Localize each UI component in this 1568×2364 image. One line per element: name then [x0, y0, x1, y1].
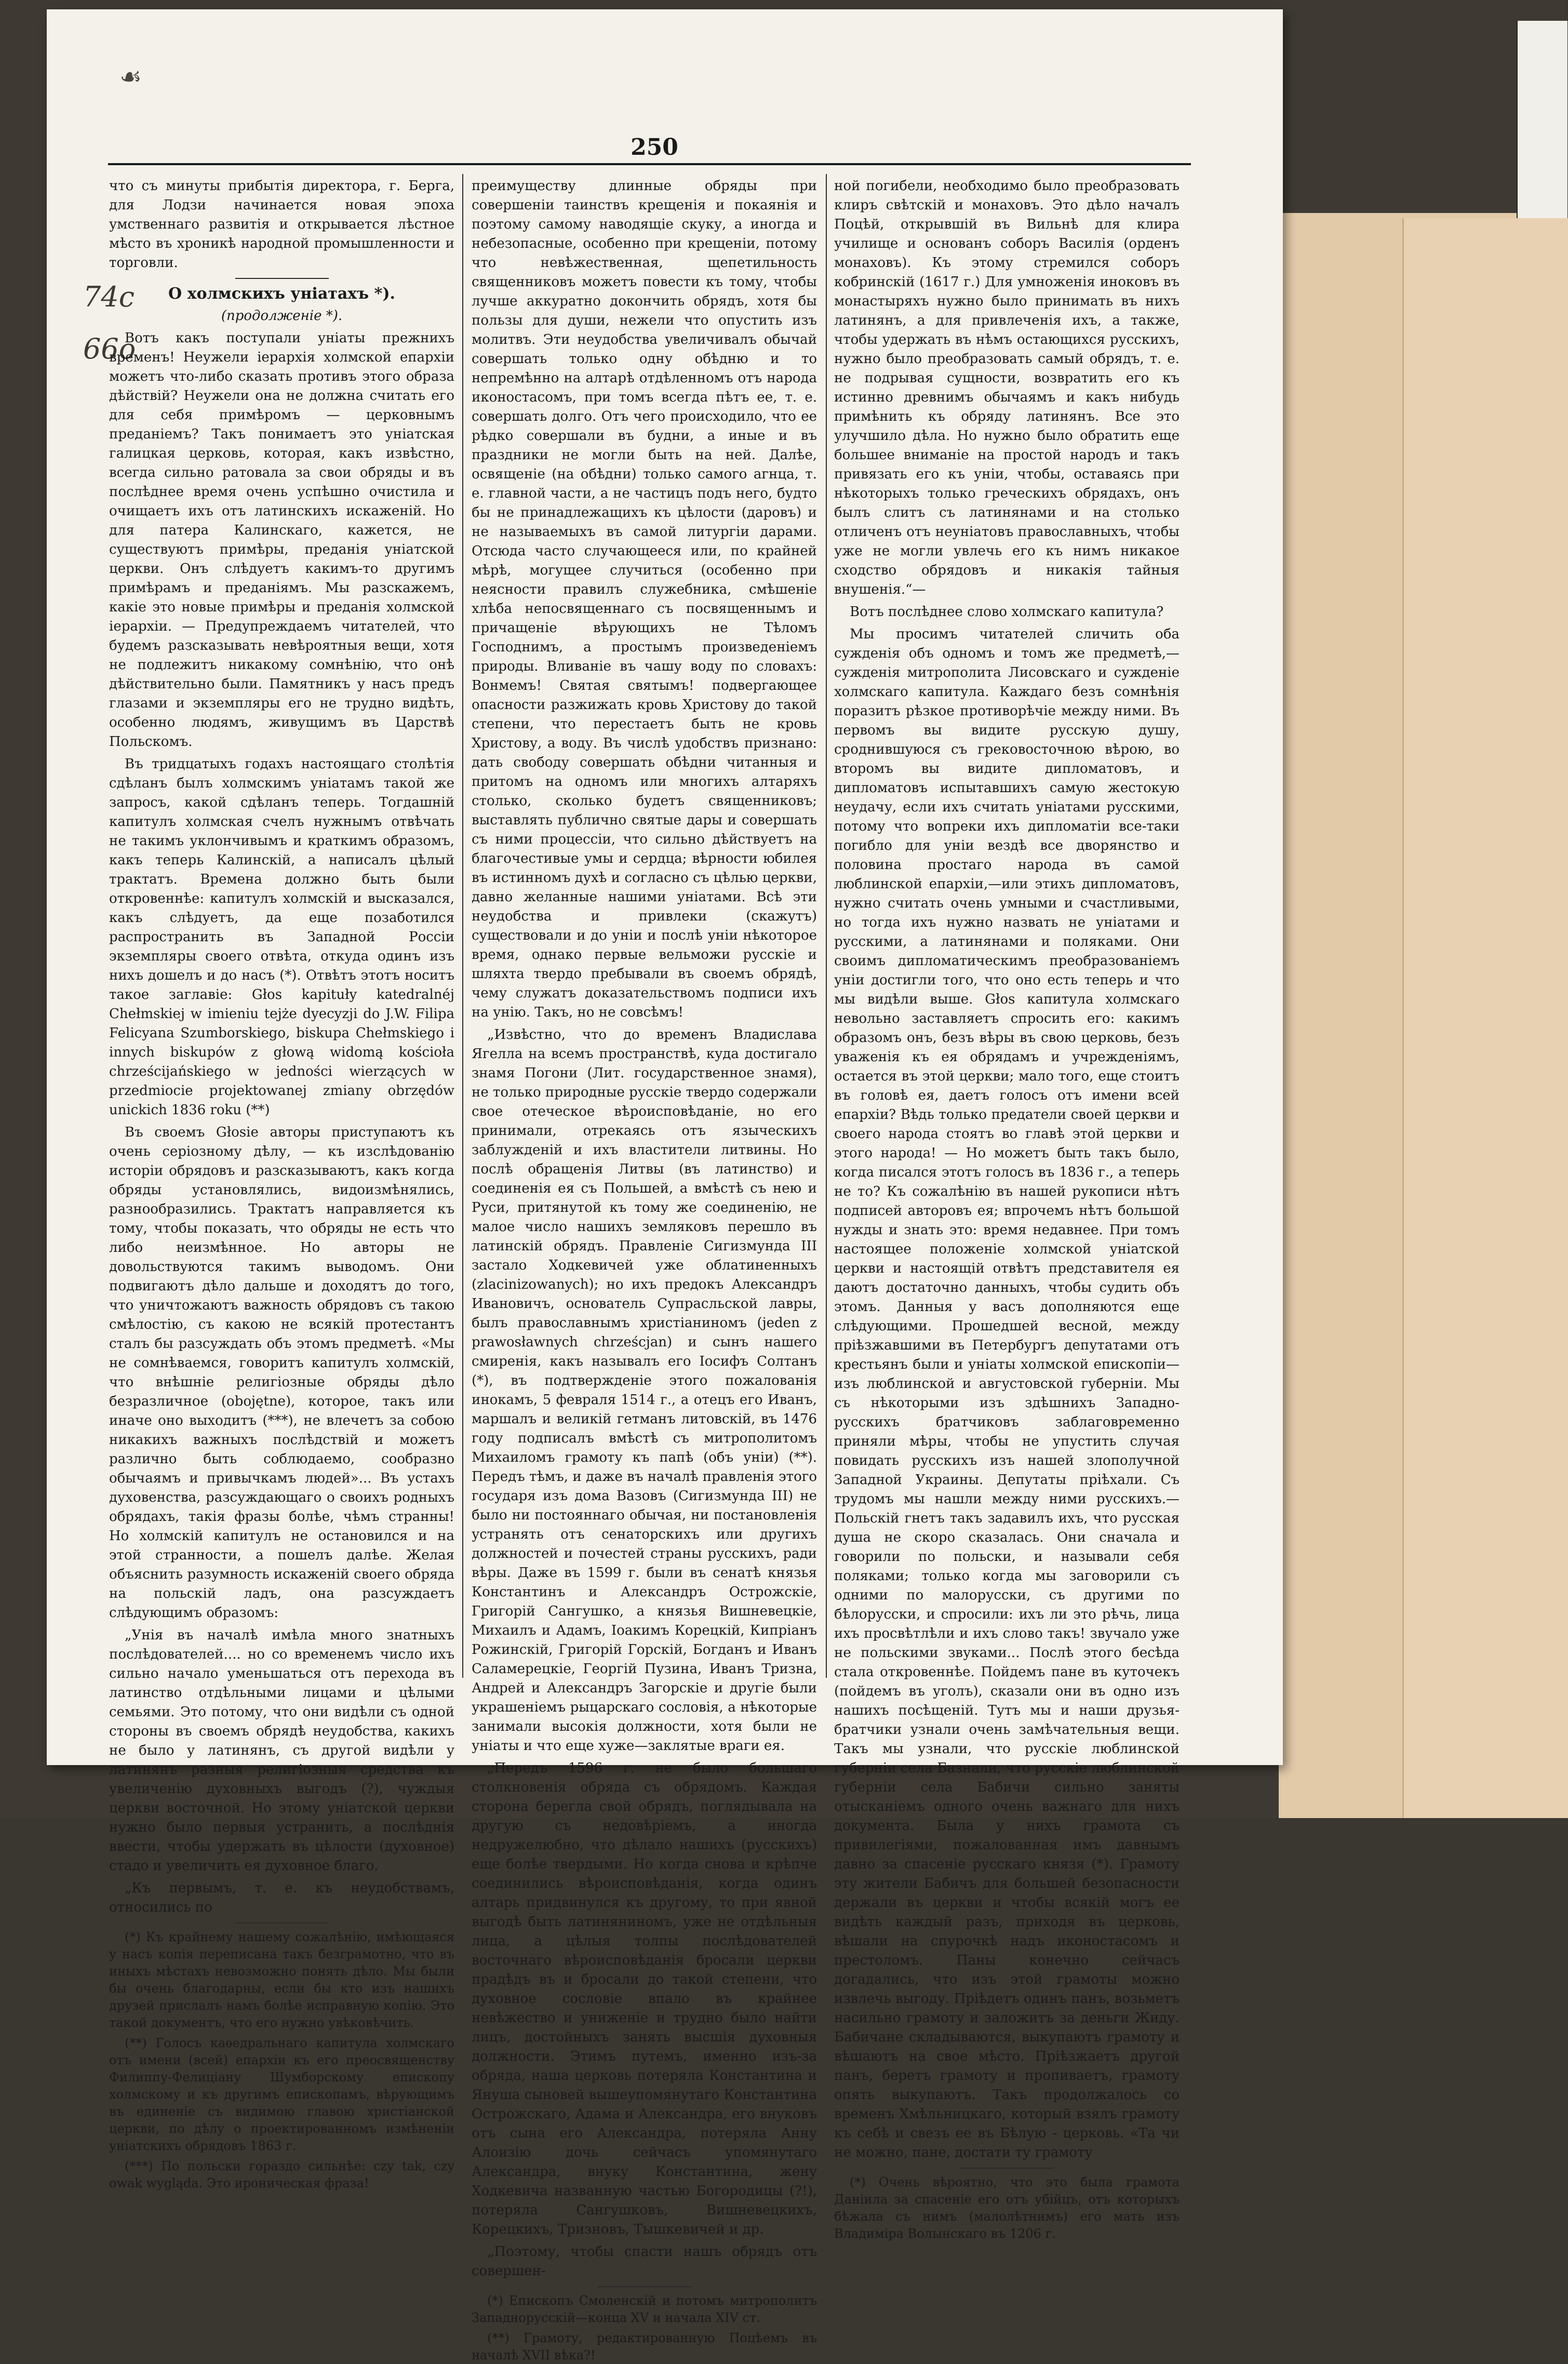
- text-column-2: [472, 177, 817, 2362]
- header-rule: [108, 163, 1191, 165]
- column-divider: [826, 174, 827, 1678]
- text-column-3: [834, 177, 1180, 2241]
- page-number: 250: [631, 134, 678, 161]
- handwritten-note: 66o: [83, 332, 136, 365]
- article-title: О холмскихъ уніатахъ *).: [168, 285, 395, 303]
- paragraph: „Передъ 1596 г. не было большаго столкновенія обряда съ обрядомъ. Каждая сторона берегла свой обрядъ, поглядывала на другую съ недовѣріемъ, а иногда недружелюбно, что дѣлало нашихъ (русскихъ) еще болѣе твердыми. Но когда снова и крѣпче соединились вѣроисповѣданія, когда одинъ алтарь придвинулся къ другому, то при явной выгодѣ быть латиняниномъ, уже не отдѣльныя лица, а цѣлыя толпы послѣдователей восточнаго вѣроисповѣданія бросали церкви прадѣдъ въ и бросали до такой степени, что духовное сословіе впало въ крайнее невѣжество и униженіе и трудно было найти лицъ, достойныхъ занять высшія духовныя должности. Этимъ путемъ, именно изъ-за обряда, наша церковь потеряла Константина и Януша сыновей вышеупомянутаго Константина Острожскаго, Адама и Александра, его внуковъ отъ сына его Александра, потеряла Анну Алоизію дочь сейчасъ упомянутаго Александра, внуку Константина, жену Ходкевича названную частью Богородицы (?!), потеряла Сангушковъ, Вишневецкихъ, Корецкихъ, Тризновъ, Тышкевичей и др.: [472, 1760, 817, 2237]
- separator: [235, 278, 329, 279]
- footnote: (***) По польски гораздо сильнѣе: czy tak, czy owak wygląda. Это ироническая фраза!: [109, 2159, 454, 2191]
- text-column-1: [109, 177, 454, 2191]
- paragraph: преимуществу длинные обряды при совершеніи таинствъ крещенія и покаянія и поэтому самому наводящіе скуку, а иногда и небезопасные, особенно при крещеніи, потому что невѣжественная, щепетильность священниковъ можетъ повести къ тому, чтобы лучше аккуратно докончить обрядъ, хотя бы пользы для души, нежели что опустить изъ молитвъ. Эти неудобства увеличивалъ обычай совершать только одну обѣдню и то непремѣнно на алтарѣ отдѣленномъ отъ народа иконостасомъ, при томъ всегда пѣтъ ее, т. е. совершать долго. Отъ чего происходило, что ее рѣдко совершали въ будни, а иные и въ праздники не могли быть на ней. Далѣе, освященіе (на обѣдни) только самого агнца, т. е. главной части, а не частицъ подъ него, будто бы не принадлежащихъ къ цѣлости (даровъ) и не называемыхъ въ самой литургіи дарами. Отсюда часто случающееся или, по крайней мѣрѣ, могущее случиться (особенно при неясности правилъ служебника, смѣшеніе хлѣба непосвященнаго съ посвященнымъ и причащеніе вѣрующихъ не Тѣломъ Господнимъ, а простымъ произведеніемъ природы. Вливаніе въ чашу воду по словахъ: Вонмемъ! Святая святымъ! подвергающее опасности разжижать кровь Христову до такой степени, что перестаетъ быть не кровь Христову, а воду. Въ числѣ удобствъ признано: дать свободу совершать обѣдни читанныя и притомъ на одномъ или многихъ алтаряхъ столько, сколько будетъ священниковъ; выставлять публично святые дары и совершать съ ними процессіи, что сильно дѣйствуетъ на благочестивые умы и сердца; вѣрности юбилея въ истинномъ духѣ и согласно съ цѣлью церкви, давно желанные нашими уніатами. Всѣ эти неудобства и привлеки (скажутъ) существовали и до уніи и послѣ уніи нѣкоторое время, однако первые вельможи русскіе и шляхта твердо пребывали въ своемъ обрядѣ, чему служатъ доказательствомъ подписи ихъ на унію. Такъ, но не совсѣмъ!: [472, 178, 817, 1020]
- paragraph: Въ тридцатыхъ годахъ настоящаго столѣтія сдѣланъ былъ холмскимъ уніатамъ такой же запросъ, какой сдѣланъ теперь. Тогдашній капитулъ холмская счелъ нужнымъ отвѣчать не такимъ уклончивымъ и краткимъ образомъ, какъ теперь Калинскій, а написалъ цѣлый трактатъ. Времена должно быть были откровеннѣе: капитулъ холмскій и высказался, какъ слѣдуетъ, да еще позаботился распространить въ Западной Россіи экземпляры своего отвѣта, откуда одинъ изъ нихъ дошелъ и до насъ (*). Отвѣтъ этотъ носитъ такое заглавіе: Głos kapituły katedralnéj Chełmskiej w imieniu tejże dyecyzji do J.W. Filipa Felicyana Szumborskiego, biskupa Chełmskiego i innych biskupów z głową widomą kościoła chrześcijańskiego w jedności wierzących w przedmiocie projektowanej zmiany obrzędów unickich 1836 roku (**): [109, 756, 454, 1118]
- paragraph: Мы просимъ читателей сличить оба сужденія объ одномъ и томъ же предметѣ,—сужденія митрополита Лисовскаго и сужденіе холмскаго капитула. Каждаго безъ сомнѣнія поразитъ рѣзкое противорѣчіе между ними. Въ первомъ вы видите русскую душу, сроднившуюся съ грековосточною вѣрою, во второмъ вы видите дипломатовъ, и дипломатовъ испытавшихъ самую жестокую неудачу, если ихъ считать уніатами русскими, потому что вопреки ихъ дипломатіи все-таки погибло для уніи вездѣ все дворянство и половина простаго народа въ самой люблинской епархіи,—или этихъ дипломатовъ, нужно считать очень умными и счастливыми, но тогда ихъ нужно назвать не уніатами и русскими, а латинянами и поляками. Они своимъ дипломатическимъ преобразованіемъ уніи достигли того, что оно есть теперь и что мы видѣли выше. Głos капитула холмскаго невольно заставляетъ спросить его: какимъ образомъ онъ, безъ вѣры въ свою церковь, безъ уваженія къ ея обрядамъ и учрежденіямъ, остается въ этой церкви; мало того, еще стоитъ въ головѣ ея, даетъ голосъ отъ имени всей епархіи? Вѣдь только предатели своей церкви и своего народа стоятъ во главѣ этой церкви и этого народа! — Но можетъ быть такъ было, когда писался этотъ голосъ въ 1836 г., а теперь не то? Къ сожалѣнію въ нашей рукописи нѣтъ подписей авторовъ ея; впрочемъ нѣтъ большой нужды и знать это: время недавнее. При томъ настоящее положеніе холмской уніатской церкви и настоящій отвѣтъ представителя ея даютъ достаточно данныхъ, чтобы судить объ этомъ. Данныя у васъ дополняются еще слѣдующими. Прошедшей весной, между пріѣзжавшими въ Петербургъ депутатами отъ крестьянъ были и уніаты холмской епископіи—изъ люблинской и августовской губерніи. Мы съ нѣкоторыми изъ здѣшнихъ Западно-русскихъ братчиковъ заблаговременно приняли мѣры, чтобы не упустить случая повидать русскихъ изъ нашей злополучной Западной Украины. Депутаты пріѣхали. Съ трудомъ мы нашли между ними русскихъ.—Польскій гнетъ такъ задавилъ ихъ, что русская душа не скоро сказалась. Они сначала и говорили по польски, и называли себя поляками; только когда мы заговорили съ одними по малорусски, съ другими по бѣлорусски, и спросили: ихъ ли это рѣчь, лица ихъ просвѣтлѣли и ихъ слово такъ! звучало уже не польскими звуками... Послѣ этого бесѣда стала откровеннѣе. Пойдемъ пане въ куточекъ (пойдемъ въ уголъ), сказали они въ одно изъ нашихъ посѣщеній. Тутъ мы и наши друзья-братчики узнали очень замѣчательныя вещи. Такъ мы узнали, что русскіе люблинской губерніи села Базнали, что русскіе люблинской губерніи села Бабичи сильно заняты отысканіемъ одного очень важнаго для нихъ документа. Была у нихъ грамота съ привилегіями, пожалованная имъ давнымъ давно за спасеніе русскаго князя (*). Грамоту эту жители Бабичъ для большей безопасности держали въ церкви и чтобы всякій могъ ее видѣть каждый разъ, приходя въ церковь, вѣшали на спурочкѣ надъ иконостасомъ и престоломъ. Паны конечно сейчасъ догадались, что изъ этой грамоты можно извлечь выгоду. Пріѣдетъ одинъ панъ, возьметъ насильно грамоту и заложитъ за деньги Жиду. Бабичане складываются, выкупаютъ грамоту и вѣшаютъ на свое мѣсто. Пріѣзжаетъ другой панъ, беретъ грамоту и пропиваетъ, грамоту опять выкупаютъ. Такъ продолжалось со временъ Хмѣльницкаго, который взялъ грамоту къ себѣ и свезъ ее въ Бѣлую - церковь. «Та чи не можно, пане, достати ту грамоту: [834, 626, 1180, 2160]
- paragraph: „Къ первымъ, т. е. къ неудобствамъ, относились по: [109, 1880, 454, 1915]
- column-divider: [462, 174, 463, 1678]
- footnote-separator: [598, 2286, 691, 2287]
- footnote: (*) Епископъ Смоленскій и потомъ митрополитъ Западнорусскій—конца XV и начала XIV ст.: [472, 2293, 817, 2325]
- article-subtitle: (продолженіе *).: [221, 308, 343, 324]
- footnote: (**) Голосъ каѳедральнаго капитула холмскаго отъ имени (всей) епархіи къ его преосвященству Филиппу-Фелиціану Шумборскому епископу холмскому и къ другимъ епископамъ, вѣрующимъ въ единеніе съ видимою главою христіанской церкви, по дѣлу о проектированномъ измѣненіи уніатскихъ обрядовъ 1863 г.: [109, 2036, 454, 2153]
- paragraph: ной погибели, необходимо было преобразовать клиръ свѣтскій и монаховъ. Это дѣло началъ Поцѣй, открывшій въ Вильнѣ для клира училище и основанъ соборъ Василія (орденъ монаховъ). Къ этому стремился соборъ кобринскій (1617 г.) Для умноженія иноковъ въ монастыряхъ нужно было принимать въ нихъ латинянъ, а для привлеченія ихъ, а также, чтобы удержать въ нѣмъ остающихся русскихъ, нужно было преобразовать самый обрядъ, т. е. не подрывая сущности, возвратить его къ истинно древнимъ обычаямъ и какъ нибудь примѣнить къ обряду латинянъ. Все это улучшило дѣла. Но нужно было обратить еще большее вниманіе на простой народъ и такъ привязать его къ уніи, чтобы, оставаясь при нѣкоторыхъ только греческихъ обрядахъ, онъ былъ слитъ съ латинянами и на столько отличенъ отъ неуніатовъ православныхъ, чтобы уже не могли увлечь его къ нимъ никакое сходство обрядовъ и никакія тайныя внушенія.“—: [834, 178, 1180, 597]
- paragraph: что съ минуты прибытія директора, г. Берга, для Лодзи начинается новая эпоха умственнаго развитія и открывается лѣстное мѣсто въ хроникѣ народной промышленности и торговли.: [109, 178, 454, 271]
- paragraph: „Извѣстно, что до временъ Владислава Ягелла на всемъ пространствѣ, куда достигало знамя Погони (Лит. государственное знамя), не только природные русскіе твердо содержали свое отеческое вѣроисповѣданіе, но его принимали, отрекаясь отъ языческихъ заблужденій и ихъ властители литвины. Но послѣ обращенія Литвы (въ латинство) и соединенія ея съ Польшей, а вмѣстѣ съ нею и Руси, притянутой къ тому же соединенію, не малое число нашихъ земляковъ перешло въ латинскій обрядъ. Правленіе Сигизмунда III застало Ходкевичей уже облатиненныхъ (zlacinizowanych); но ихъ предокъ Александръ Ивановичъ, основатель Супрасльской лавры, былъ православнымъ христіаниномъ (jeden z prawosławnych chrześcjan) и сынъ нашего смиренія, какъ называлъ его Іосифъ Солтанъ (*), въ подтвержденіе этого пожалованія инокамъ, 5 февраля 1514 г., а отецъ его Иванъ, маршалъ и великій гетманъ литовскій, въ 1476 году подписалъ вмѣстѣ съ митрополитомъ Михаиломъ грамоту къ папѣ (объ уніи) (**). Передъ тѣмъ, и даже въ началѣ правленія этого государя изъ дома Вазовъ (Сигизмунда III) не было ни постояннаго обычая, ни постановленія устранять отъ сенаторскихъ или другихъ должностей и почестей страны русскихъ, ради вѣры. Даже въ 1599 г. были въ сенатѣ князья Константинъ и Александръ Острожскіе, Григорій Сангушко, а князья Вишневецкіе, Михаилъ и Адамъ, Іоакимъ Корецкій, Кипріанъ Рожинскій, Григорій Горскій, Богданъ и Иванъ Саламерецкіе, Георгій Пузина, Иванъ Тризна, Андрей и Александръ Загорскіе и другіе были украшеніемъ рыцарскаго сословія, а нѣкоторые занимали высокія должности, хотя были не уніаты и что еще хуже—заклятые враги ея.: [472, 1027, 817, 1754]
- paragraph: Въ своемъ Głosie авторы приступаютъ къ очень серіозному дѣлу, — къ изслѣдованію исторіи обрядовъ и разсказываютъ, какъ когда обряды установлялись, видоизмѣнялись, разнообразились. Трактатъ направляется къ тому, чтобы показать, что обряды не есть что либо неизмѣнное. Но авторы не довольствуются такимъ выводомъ. Они подвигаютъ дѣло дальше и доходятъ до того, что уничтожаютъ важность обрядовъ съ такою смѣлостію, съ какою не всякій протестантъ сталъ бы разсуждать объ этомъ предметѣ. «Мы не сомнѣваемся, говоритъ капитулъ холмскій, что внѣшніе религіозные обряды дѣло безразличное (obojętne), которое, такъ или иначе оно выходитъ (***), не влечетъ за собою никакихъ важныхъ послѣдствій и можетъ различно быть соблюдаемо, сообразно обычаямъ и привычкамъ людей»... Въ устахъ духовенства, разсуждающаго о своихъ родныхъ обрядахъ, такія фразы болѣе, чѣмъ странны! Но холмскій капитулъ не остановился и на этой странности, а пошелъ далѣе. Желая объяснить разумность искаженій своего обряда на польскій ладъ, она разсуждаетъ слѣдующимъ образомъ:: [109, 1125, 454, 1621]
- footnote: (*) Очень вѣроятно, что это была грамота Даніила за спасеніе его отъ убійцъ, отъ которыхъ бѣжала съ нимъ (малолѣтнимъ) его мать изъ Владиміра Волынскаго въ 1206 г.: [834, 2175, 1180, 2241]
- ink-smudge-icon: ☙: [119, 62, 142, 91]
- paragraph: „Поэтому, чтобы спасти нашъ обрядъ отъ совершен-: [472, 2244, 817, 2279]
- paragraph: Вотъ послѣднее слово холмскаго капитула?: [850, 604, 1164, 620]
- paragraph: „Унія въ началѣ имѣла много знатныхъ послѣдователей.... но со временемъ число ихъ сильно начало уменьшаться отъ перехода въ латинство отдѣльными лицами и цѣлыми семьями. Это потому, что они видѣли съ одной стороны въ своемъ обрядѣ неудобства, какихъ не было у латинянъ, съ другой видѣли у латинянъ разныя религіозныя средства къ увеличенію духовныхъ выгодъ (?), чуждыя церкви восточной. Но этому уніатской церкви нужно было первыя устранить, а послѣднія ввести, чтобы удержать въ цѣлости (духовное) стадо и увеличить ея духовное благо.: [109, 1627, 454, 1874]
- footnote-separator: [235, 1922, 329, 1924]
- handwritten-note: 74c: [83, 281, 135, 313]
- back-sheet-edge: [1517, 21, 1567, 218]
- footnote: (*) Къ крайнему нашему сожалѣнію, имѣющаяся у насъ копія переписана такъ безграмотно, что въ иныхъ мѣстахъ невозможно понять дѣло. Мы были бы очень благодарны, если бы кто изъ нашихъ друзей прислалъ намъ болѣе исправную копію. Это такой документъ, что его нужно увѣковѣчить.: [109, 1930, 454, 2030]
- footnote-separator: [960, 2168, 1054, 2169]
- paragraph: Вотъ какъ поступали уніаты прежнихъ временъ! Неужели іерархія холмской епархіи можетъ что-либо сказать противъ этого образа дѣйствій? Неужели она не должна считать его для себя примѣромъ — церковнымъ преданіемъ? Такъ понимаетъ это уніатская галицкая церковь, которая, какъ извѣстно, всегда сильно ратовала за свои обряды и въ послѣднее время очень успѣшно очистила и очищаетъ ихъ отъ латинскихъ искаженій. Но для патера Калинскаго, кажется, не существуютъ примѣры, преданія уніатской церкви. Онъ слѣдуетъ какимъ-то другимъ примѣрамъ и преданіямъ. Мы разскажемъ, какіе это новые примѣры и преданія холмской іерархіи. — Предупреждаемъ читателей, что будемъ разсказывать невѣроятныя вещи, хотя не подлежитъ никакому сомнѣнію, что онѣ дѣйствительно были. Памятникъ у насъ предъ глазами и экземпляры его не трудно видѣть, особенно людямъ, живущимъ въ Царствѣ Польскомъ.: [109, 330, 454, 750]
- adjacent-page-fold: [1402, 218, 1568, 1818]
- footnote: (**) Грамоту, редактированную Поцѣемъ въ началѣ XVII вѣка?!: [472, 2331, 817, 2362]
